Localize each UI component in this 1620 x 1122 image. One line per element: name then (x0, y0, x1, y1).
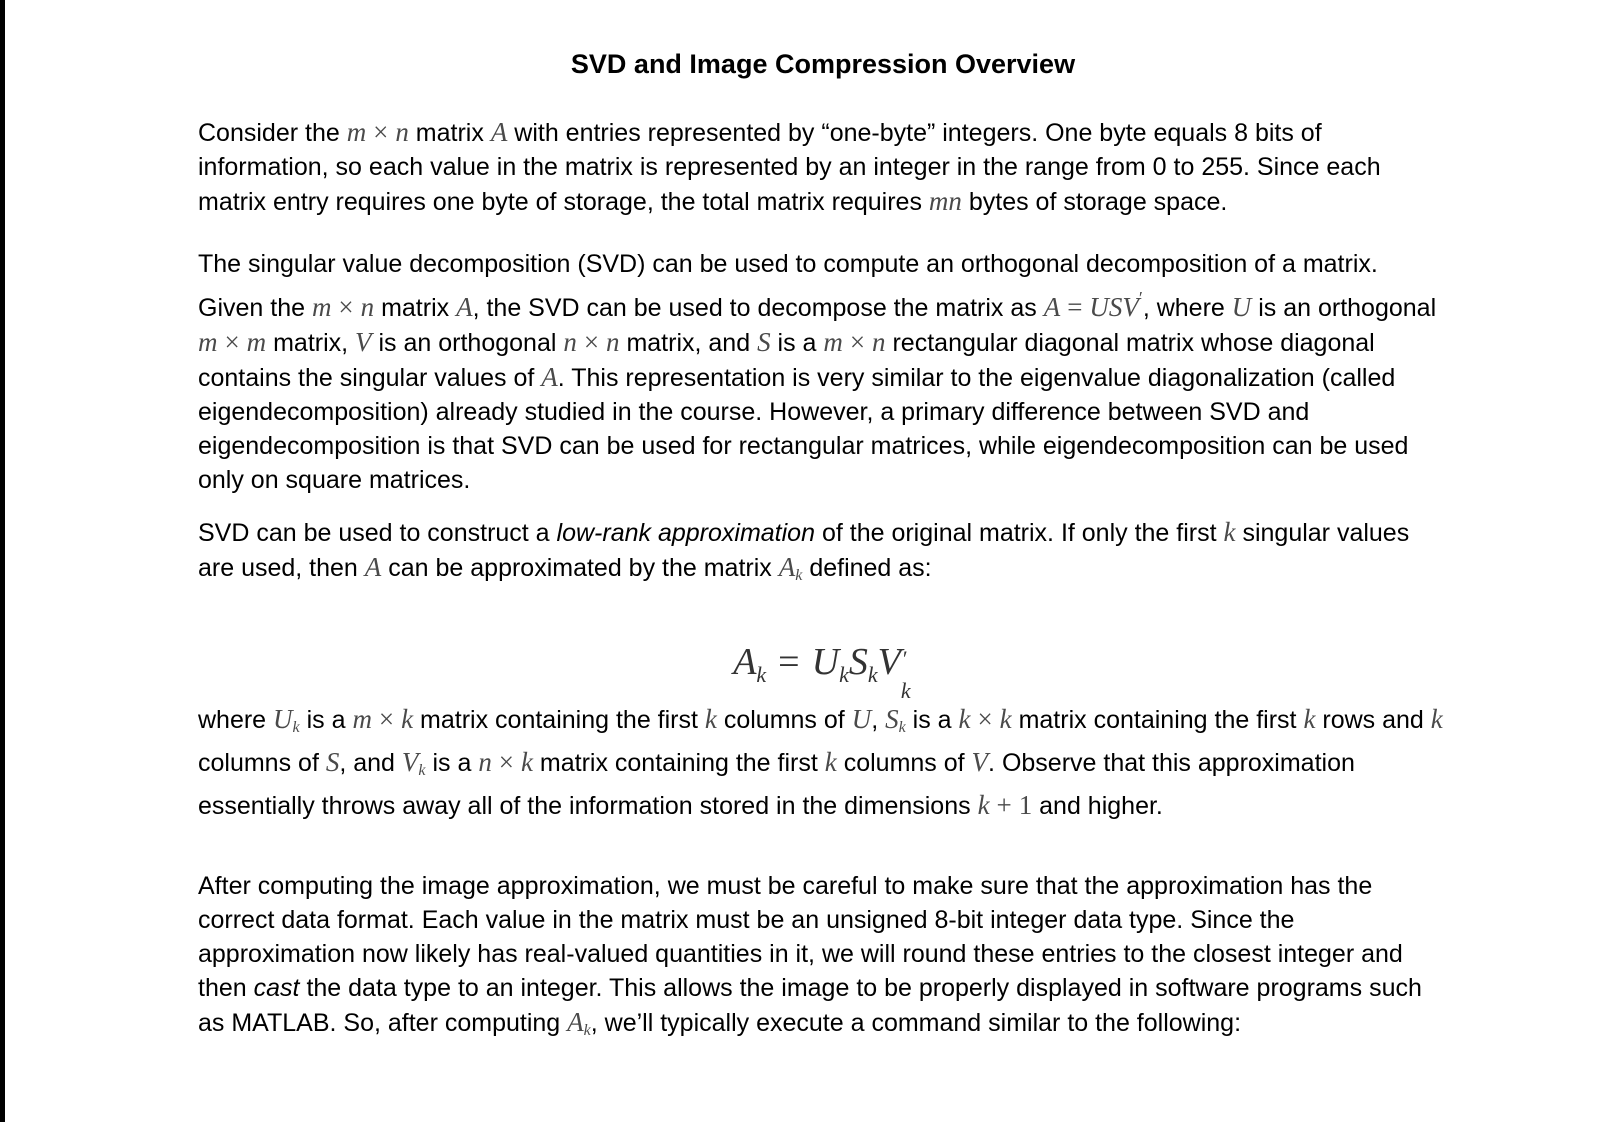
math-var: m (823, 327, 843, 357)
math-var: V (355, 327, 372, 357)
math-var: A (1043, 292, 1061, 322)
text: , (1142, 294, 1150, 322)
math-var: m (246, 327, 267, 357)
text: , the SVD can be used to decompose the matrix as (472, 294, 1037, 322)
eq-subscript: k (900, 678, 911, 703)
text: is an orthogonal (378, 329, 557, 357)
math-times: × (338, 292, 354, 322)
math-var: n (395, 117, 409, 147)
window-left-border (0, 0, 5, 1122)
display-equation (198, 640, 1448, 703)
eq-equals: = (778, 641, 800, 683)
math-subscript: k (583, 1022, 591, 1039)
text: bytes of storage space. (968, 188, 1228, 216)
math-var: A (567, 1007, 584, 1037)
math-times: × (977, 704, 993, 734)
math-var: U (273, 704, 293, 734)
text: is a (306, 706, 346, 734)
math-times: × (498, 747, 515, 777)
eq-v: V (877, 641, 901, 683)
text: matrix containing the first (539, 749, 818, 777)
text: columns of (723, 706, 845, 734)
math-var: k (1430, 704, 1443, 734)
math-var: A (541, 362, 558, 392)
text: of the original matrix. If only the first (821, 519, 1217, 547)
math-var: U (851, 704, 872, 734)
math-var: m (311, 292, 332, 322)
eq-s: S (848, 641, 868, 683)
text: matrix, (273, 329, 349, 357)
text: can be approximated by the matrix (388, 554, 772, 582)
text: the data type to an integer. This allows the image to be properly displayed in software programs such as MATLAB. So, after computing (198, 974, 1422, 1037)
math-times: × (224, 327, 240, 357)
text: , and (339, 749, 395, 777)
math-times: × (849, 327, 866, 357)
math-var: A (364, 552, 382, 582)
math-var: m (198, 327, 218, 357)
math-var: k (704, 704, 717, 734)
paragraph-data-format (198, 869, 1448, 1048)
text: After computing the image approximation, we must be careful to make sure that the approximation has the correct data format. Each value in the matrix must be an unsigned 8-bit integer data type. Since the approximation now likely has real-valued quantities in it, we will round these entries to the closest integer and then (198, 872, 1403, 1002)
math-var: n (872, 327, 886, 357)
math-times: × (378, 704, 395, 734)
math-var: k (958, 704, 971, 734)
text: The singular value decomposition (SVD) can be used to compute an orthogonal decomposition of a matrix. Given the (198, 250, 1378, 322)
eq-subscript: k (756, 662, 767, 687)
text: , (871, 706, 879, 734)
text: defined as: (809, 554, 932, 582)
eq-subscript: k (867, 662, 878, 687)
eq-lhs: A (733, 641, 757, 683)
eq-u: U (811, 641, 840, 683)
math-var: USV (1089, 292, 1139, 322)
text: where (198, 706, 267, 734)
math-times: × (373, 117, 389, 147)
math-var: k (1223, 517, 1236, 547)
math-var: k (401, 704, 414, 734)
page-title: SVD and Image Compression Overview (570, 49, 1076, 79)
text: SVD can be used to construct a (198, 519, 550, 547)
math-subscript: k (898, 719, 906, 736)
text: . This representation is very similar to the eigenvalue diagonalization (called eigendecomposition) already studied in the course. However, a primary difference between SVD and eigendecomposition is that SVD can be used for rectangular matrices, while eigendecomposition can be used only on square matrices. (198, 364, 1409, 494)
math-var: S (885, 704, 899, 734)
math-var: S (325, 747, 340, 777)
math-times: × (583, 327, 600, 357)
math-plus: + (996, 790, 1012, 820)
math-var: A (456, 292, 473, 322)
eq-prime: ′ (902, 646, 908, 671)
math-var: k (520, 747, 533, 777)
text: matrix containing the first (1018, 706, 1297, 734)
text: matrix (381, 294, 450, 322)
math-var: U (1231, 292, 1252, 322)
math-var: m (352, 704, 372, 734)
math-var: k (824, 747, 837, 777)
math-subscript: k (795, 567, 803, 584)
paragraph-svd-definition (198, 247, 1448, 497)
text: with entries represented by “one-byte” integers. One byte equals 8 bits of information, so each value in the matrix is represented by an integer in the range from 0 to 255. Since each matrix entry requires one byte of storage, the total matrix requires (198, 119, 1381, 216)
text: . Observe that this approximation essentially throws away all of the information stored in the dimensions (198, 749, 1355, 820)
text: is a (912, 706, 952, 734)
paragraph-truncation (198, 702, 1448, 823)
math-var: mn (928, 186, 962, 216)
text: and higher. (1039, 792, 1163, 820)
math-subscript: k (418, 762, 426, 779)
math-var: n (606, 327, 620, 357)
math-var: A (778, 552, 796, 582)
math-var: n (360, 292, 375, 322)
text: is a (777, 329, 817, 357)
eq-subscript: k (839, 662, 849, 687)
math-var: V (971, 747, 989, 777)
text: is a (432, 749, 472, 777)
paragraph-storage (198, 115, 1448, 219)
math-prime: ′ (1138, 288, 1143, 308)
text: Consider the (198, 119, 340, 147)
math-var: k (999, 704, 1012, 734)
text: rows and (1322, 706, 1424, 734)
math-var: m (346, 117, 367, 147)
text: is an orthogonal (1258, 294, 1437, 322)
text: columns of (198, 749, 319, 777)
paragraph-low-rank (198, 515, 1448, 593)
text: where (1156, 294, 1225, 322)
math-var: A (490, 117, 508, 147)
math-number: 1 (1018, 790, 1033, 820)
math-var: S (757, 327, 771, 357)
math-equals: = (1067, 292, 1083, 322)
text: matrix (415, 119, 484, 147)
math-var: V (401, 747, 419, 777)
text: rectangular diagonal matrix whose diagonal contains the singular values of (198, 329, 1375, 392)
math-var: k (977, 790, 990, 820)
math-var: k (1303, 704, 1316, 734)
math-var: n (478, 747, 492, 777)
text: singular values are used, then (198, 519, 1410, 582)
math-var: n (563, 327, 577, 357)
text: , we’ll typically execute a command similar to the following: (590, 1009, 1242, 1037)
emphasis-text: cast (253, 974, 300, 1002)
text: columns of (843, 749, 965, 777)
math-subscript: k (292, 719, 300, 736)
text: matrix containing the first (420, 706, 698, 734)
emphasis-text: low-rank approximation (556, 519, 815, 547)
text: matrix, and (626, 329, 751, 357)
